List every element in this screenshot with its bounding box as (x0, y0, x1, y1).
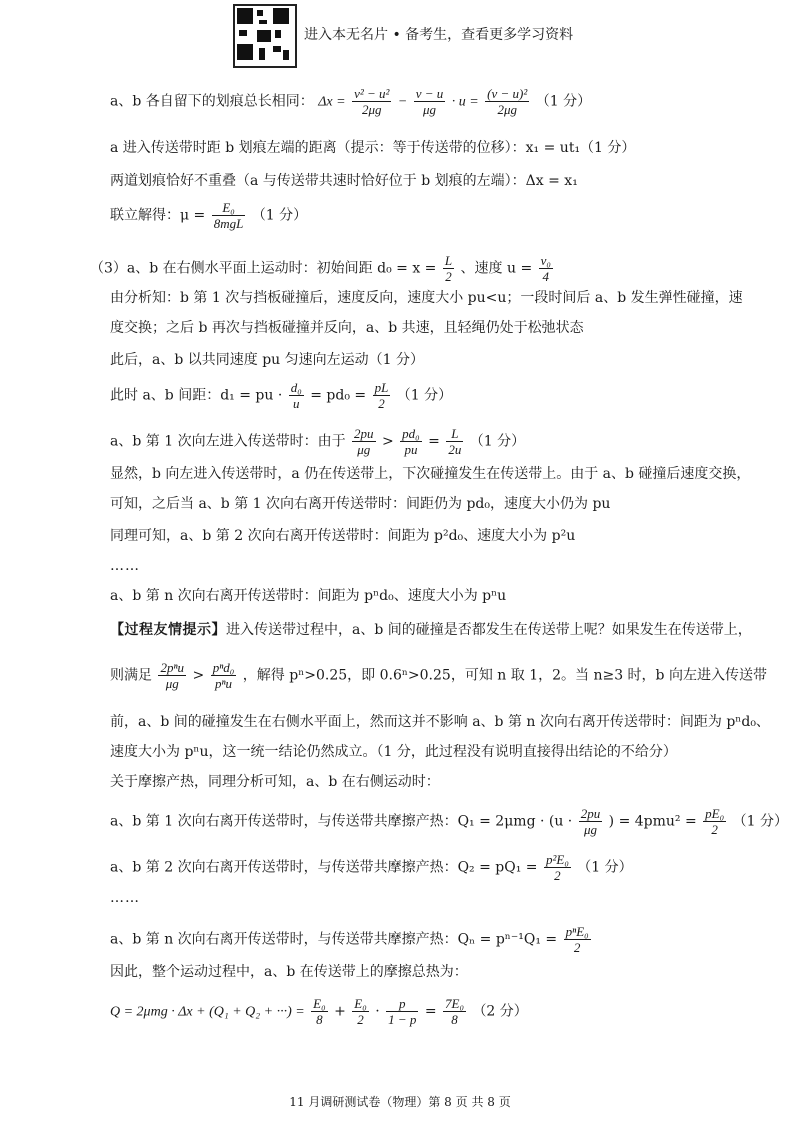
line-common-speed: 此后，a、b 以共同速度 pu 匀速向左运动（1 分） (110, 352, 424, 368)
denominator: 2μg (497, 102, 517, 117)
denominator: μg (583, 822, 597, 837)
numerator: L (446, 426, 463, 442)
fraction (211, 660, 237, 691)
denominator: pⁿu (214, 676, 233, 691)
line-first-entry (110, 426, 525, 457)
numerator: L (444, 253, 453, 268)
text: = (424, 1003, 437, 1020)
fraction (289, 380, 304, 411)
numerator: v − u (415, 86, 444, 101)
denominator: 2 (445, 269, 452, 284)
fraction (352, 996, 368, 1027)
line-analysis-2: 度交换；之后 b 再次与挡板碰撞并反向，a、b 共速，且轻绳仍处于松弛状态 (110, 320, 584, 336)
denominator: pu (404, 442, 418, 457)
denominator: 2 (357, 1012, 364, 1027)
denominator: 2 (573, 940, 581, 955)
denominator: 2 (711, 822, 718, 837)
text: 此时 a、b 间距：d₁ = pu · (110, 387, 283, 404)
line-q1 (110, 806, 788, 837)
text: a、b 第 n 次向右离开传送带时，与传送带共摩擦产热：Qₙ = pⁿ⁻¹Q₁ = (110, 931, 558, 948)
text: a、b 第 1 次向右离开传送带时，与传送带共摩擦产热：Q₁ = 2μmg · (u · (110, 813, 573, 830)
score: （1 分） (732, 813, 788, 830)
math: · u = (451, 94, 479, 110)
fraction (485, 86, 529, 117)
text: = pd₀ = (310, 387, 367, 404)
denominator: 4 (542, 269, 550, 284)
line-no-overlap: 两道划痕恰好不重叠（a 与传送带共速时恰好位于 b 划痕的左端）：Δx = x₁ (110, 173, 578, 189)
denominator: μg (165, 676, 179, 691)
numerator: pL (374, 380, 389, 395)
text: + (334, 1003, 346, 1020)
fraction (539, 253, 553, 284)
fraction (446, 426, 463, 457)
fraction (311, 996, 327, 1027)
ellipsis-2: …… (110, 890, 140, 906)
numerator: 7E₀ (445, 996, 464, 1011)
score: （1 分） (577, 859, 633, 876)
numerator: d₀ (290, 380, 302, 395)
denominator: 2 (554, 868, 561, 883)
denominator: 8mgL (213, 216, 244, 231)
line-analysis-1: 由分析知：b 第 1 次与挡板碰撞后，速度反向，速度大小 pu<u；一段时间后 a、b 发生弹性碰撞，速 (110, 290, 743, 306)
line-nth-exit: a、b 第 n 次向右离开传送带时：间距为 pⁿd₀、速度大小为 pⁿu (110, 588, 507, 604)
denominator: 2μg (361, 102, 382, 117)
score: （1 分） (396, 387, 453, 404)
fraction (443, 253, 454, 284)
line-friction-heat: 关于摩擦产热，同理分析可知，a、b 在右侧运动时： (110, 774, 440, 790)
score: （2 分） (472, 1003, 528, 1020)
line-first-exit: 可知，之后当 a、b 第 1 次向右离开传送带时：间距仍为 pd₀，速度大小仍为 pu (110, 496, 611, 512)
numerator: v₀ (540, 253, 551, 268)
denominator: 1 − p (388, 1012, 417, 1027)
numerator: 2pu (580, 806, 601, 821)
math: − (397, 94, 408, 110)
text: 进入传送带过程中，a、b 间的碰撞是否都发生在传送带上呢？如果发生在传送带上， (226, 622, 752, 638)
numerator: pd₀ (402, 426, 420, 441)
tip-label: 【过程友情提示】 (110, 622, 226, 638)
text: ，解得 pⁿ>0.25，即 0.6ⁿ>0.25，可知 n 取 1，2。当 n≥3 时，b 向左进入传送带 (242, 667, 767, 684)
fraction (414, 86, 446, 117)
denominator: 2u (448, 442, 462, 457)
denominator: μg (357, 442, 371, 457)
fraction (386, 996, 418, 1027)
numerator: p²E₀ (545, 852, 569, 867)
fraction (352, 426, 376, 457)
text: 联立解得：μ = (110, 207, 206, 224)
numerator: E₀ (354, 996, 367, 1011)
line-condition (110, 660, 767, 691)
qr-code[interactable] (233, 4, 297, 68)
fraction (703, 806, 726, 837)
text: 、速度 u = (460, 260, 533, 277)
header-banner-text: 进入本无名片 • 备考生，查看更多学习资料 (304, 27, 574, 43)
line-scratch-length (110, 86, 591, 117)
line-therefore: 因此，整个运动过程中，a、b 在传送带上的摩擦总热为： (110, 964, 468, 980)
line-q2 (110, 852, 633, 883)
text: 则满足 (110, 667, 152, 684)
numerator: pⁿE₀ (565, 924, 589, 939)
numerator: 2pⁿu (160, 660, 185, 675)
numerator: 2pu (354, 426, 374, 441)
line-part3-intro (90, 253, 555, 284)
denominator: u (293, 396, 300, 411)
fraction (212, 200, 246, 231)
text: > (192, 667, 205, 684)
fraction (443, 996, 466, 1027)
fraction (373, 380, 391, 411)
fraction (158, 660, 186, 691)
line-spacing-d1 (110, 380, 452, 411)
fraction (352, 86, 391, 117)
numerator: E₀ (212, 200, 246, 216)
fraction (544, 852, 571, 883)
denominator: μg (423, 102, 437, 117)
numerator: pⁿd₀ (212, 660, 235, 675)
denominator: 8 (451, 1012, 458, 1027)
ellipsis-1: …… (110, 558, 140, 574)
fraction (564, 924, 591, 955)
text: a、b 各自留下的划痕总长相同： (110, 93, 314, 110)
math: Q = 2μmg · Δx + (Q₁ + Q₂ + ···) = (110, 1004, 305, 1020)
fraction (579, 806, 603, 837)
numerator: E₀ (313, 996, 326, 1011)
numerator: pE₀ (705, 806, 725, 821)
fraction (400, 426, 422, 457)
math: Δx = (318, 94, 346, 110)
numerator: v² − u² (354, 86, 390, 101)
numerator: (v − u)² (487, 86, 528, 101)
text: > (381, 433, 394, 450)
text: （3）a、b 在右侧水平面上运动时：初始间距 d₀ = x = (90, 260, 437, 277)
line-distance-hint: a 进入传送带时距 b 划痕左端的距离（提示：等于传送带的位移）：x₁ = ut₁（1 分） (110, 140, 636, 156)
score: （1 分） (535, 93, 592, 110)
text: a、b 第 2 次向右离开传送带时，与传送带共摩擦产热：Q₂ = pQ₁ = (110, 859, 538, 876)
line-before-entry: 前，a、b 间的碰撞发生在右侧水平面上，然而这并不影响 a、b 第 n 次向右离开传送带时：间距为 pⁿd₀、 (110, 714, 770, 730)
denominator: 8 (316, 1012, 323, 1027)
line-second-exit: 同理可知，a、b 第 2 次向右离开传送带时：间距为 p²d₀、速度大小为 p²u (110, 528, 576, 544)
line-obviously: 显然，b 向左进入传送带时，a 仍在传送带上，下次碰撞发生在传送带上。由于 a、b 碰撞后速度交换， (110, 466, 751, 482)
line-solve-mu (110, 200, 307, 231)
line-conclusion: 速度大小为 pⁿu，这一统一结论仍然成立。（1 分，此过程没有说明直接得出结论的不给分） (110, 744, 677, 760)
line-qn (110, 924, 593, 955)
text: · (375, 1003, 380, 1020)
line-process-tip (110, 620, 752, 640)
text: ) = 4pmu² = (608, 813, 697, 830)
page-footer: 11 月调研测试卷（物理）第 8 页 共 8 页 (289, 1095, 511, 1109)
line-total-heat (110, 996, 528, 1027)
text: a、b 第 1 次向左进入传送带时：由于 (110, 433, 346, 450)
text: = (428, 433, 440, 450)
numerator: p (386, 996, 418, 1012)
score: （1 分） (251, 207, 308, 224)
denominator: 2 (378, 396, 385, 411)
score: （1 分） (469, 433, 526, 450)
